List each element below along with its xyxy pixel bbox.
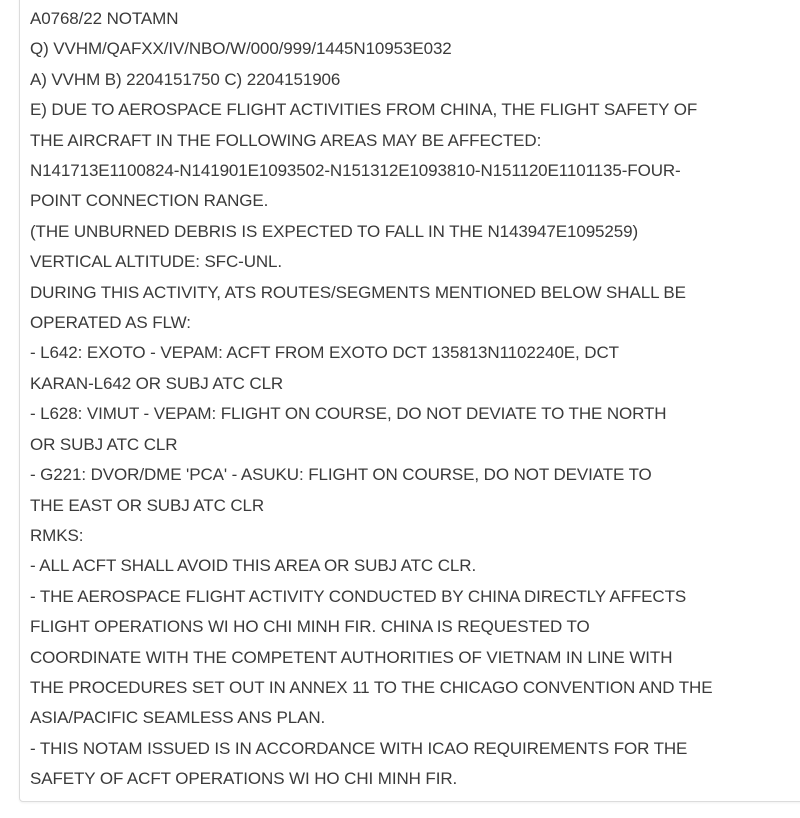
notam-debris-line: (THE UNBURNED DEBRIS IS EXPECTED TO FALL IN THE N143947E1095259) (30, 221, 639, 241)
notam-route-line: - G221: DVOR/DME 'PCA' - ASUKU: FLIGHT ON COURSE, DO NOT DEVIATE TO (30, 465, 652, 485)
notam-remarks-heading: RMKS: (30, 525, 84, 545)
notam-altitude-line: VERTICAL ALTITUDE: SFC-UNL. (30, 252, 283, 272)
notam-remark-line: ASIA/PACIFIC SEAMLESS ANS PLAN. (30, 708, 326, 728)
notam-route-line: THE EAST OR SUBJ ATC CLR (30, 495, 265, 515)
notam-text-block (30, 4, 790, 795)
notam-route-line: - L642: EXOTO - VEPAM: ACFT FROM EXOTO DCT 135813N1102240E, DCT (30, 343, 619, 363)
notam-text-line: POINT CONNECTION RANGE. (30, 191, 269, 211)
notam-text-line: THE AIRCRAFT IN THE FOLLOWING AREAS MAY BE AFFECTED: (30, 130, 542, 150)
notam-q-line: Q) VVHM/QAFXX/IV/NBO/W/000/999/1445N10953E032 (30, 39, 452, 59)
notam-remark-line: SAFETY OF ACFT OPERATIONS WI HO CHI MINH FIR. (30, 769, 458, 789)
notam-remark-line: COORDINATE WITH THE COMPETENT AUTHORITIES OF VIETNAM IN LINE WITH (30, 647, 673, 667)
notam-text-line: OPERATED AS FLW: (30, 313, 191, 333)
notam-route-line: KARAN-L642 OR SUBJ ATC CLR (30, 373, 284, 393)
notam-route-line: OR SUBJ ATC CLR (30, 434, 178, 454)
notam-id-line: A0768/22 NOTAMN (30, 9, 179, 28)
notam-remark-line: FLIGHT OPERATIONS WI HO CHI MINH FIR. CHINA IS REQUESTED TO (30, 617, 590, 637)
notam-route-line: - L628: VIMUT - VEPAM: FLIGHT ON COURSE, DO NOT DEVIATE TO THE NORTH (30, 404, 667, 424)
notam-text-line: DURING THIS ACTIVITY, ATS ROUTES/SEGMENTS MENTIONED BELOW SHALL BE (30, 282, 686, 302)
notam-coordinates-line: N141713E1100824-N141901E1093502-N151312E1093810-N151120E1101135-FOUR- (30, 161, 681, 181)
notam-remark-line: THE PROCEDURES SET OUT IN ANNEX 11 TO THE CHICAGO CONVENTION AND THE (30, 677, 713, 697)
notam-abc-line: A) VVHM B) 2204151750 C) 2204151906 (30, 69, 341, 89)
notam-remark-line: - THIS NOTAM ISSUED IS IN ACCORDANCE WITH ICAO REQUIREMENTS FOR THE (30, 738, 688, 758)
notam-remark-line: - ALL ACFT SHALL AVOID THIS AREA OR SUBJ ATC CLR. (30, 556, 477, 576)
notam-remark-line: - THE AEROSPACE FLIGHT ACTIVITY CONDUCTED BY CHINA DIRECTLY AFFECTS (30, 586, 687, 606)
notam-e-line: E) DUE TO AEROSPACE FLIGHT ACTIVITIES FROM CHINA, THE FLIGHT SAFETY OF (30, 100, 698, 120)
